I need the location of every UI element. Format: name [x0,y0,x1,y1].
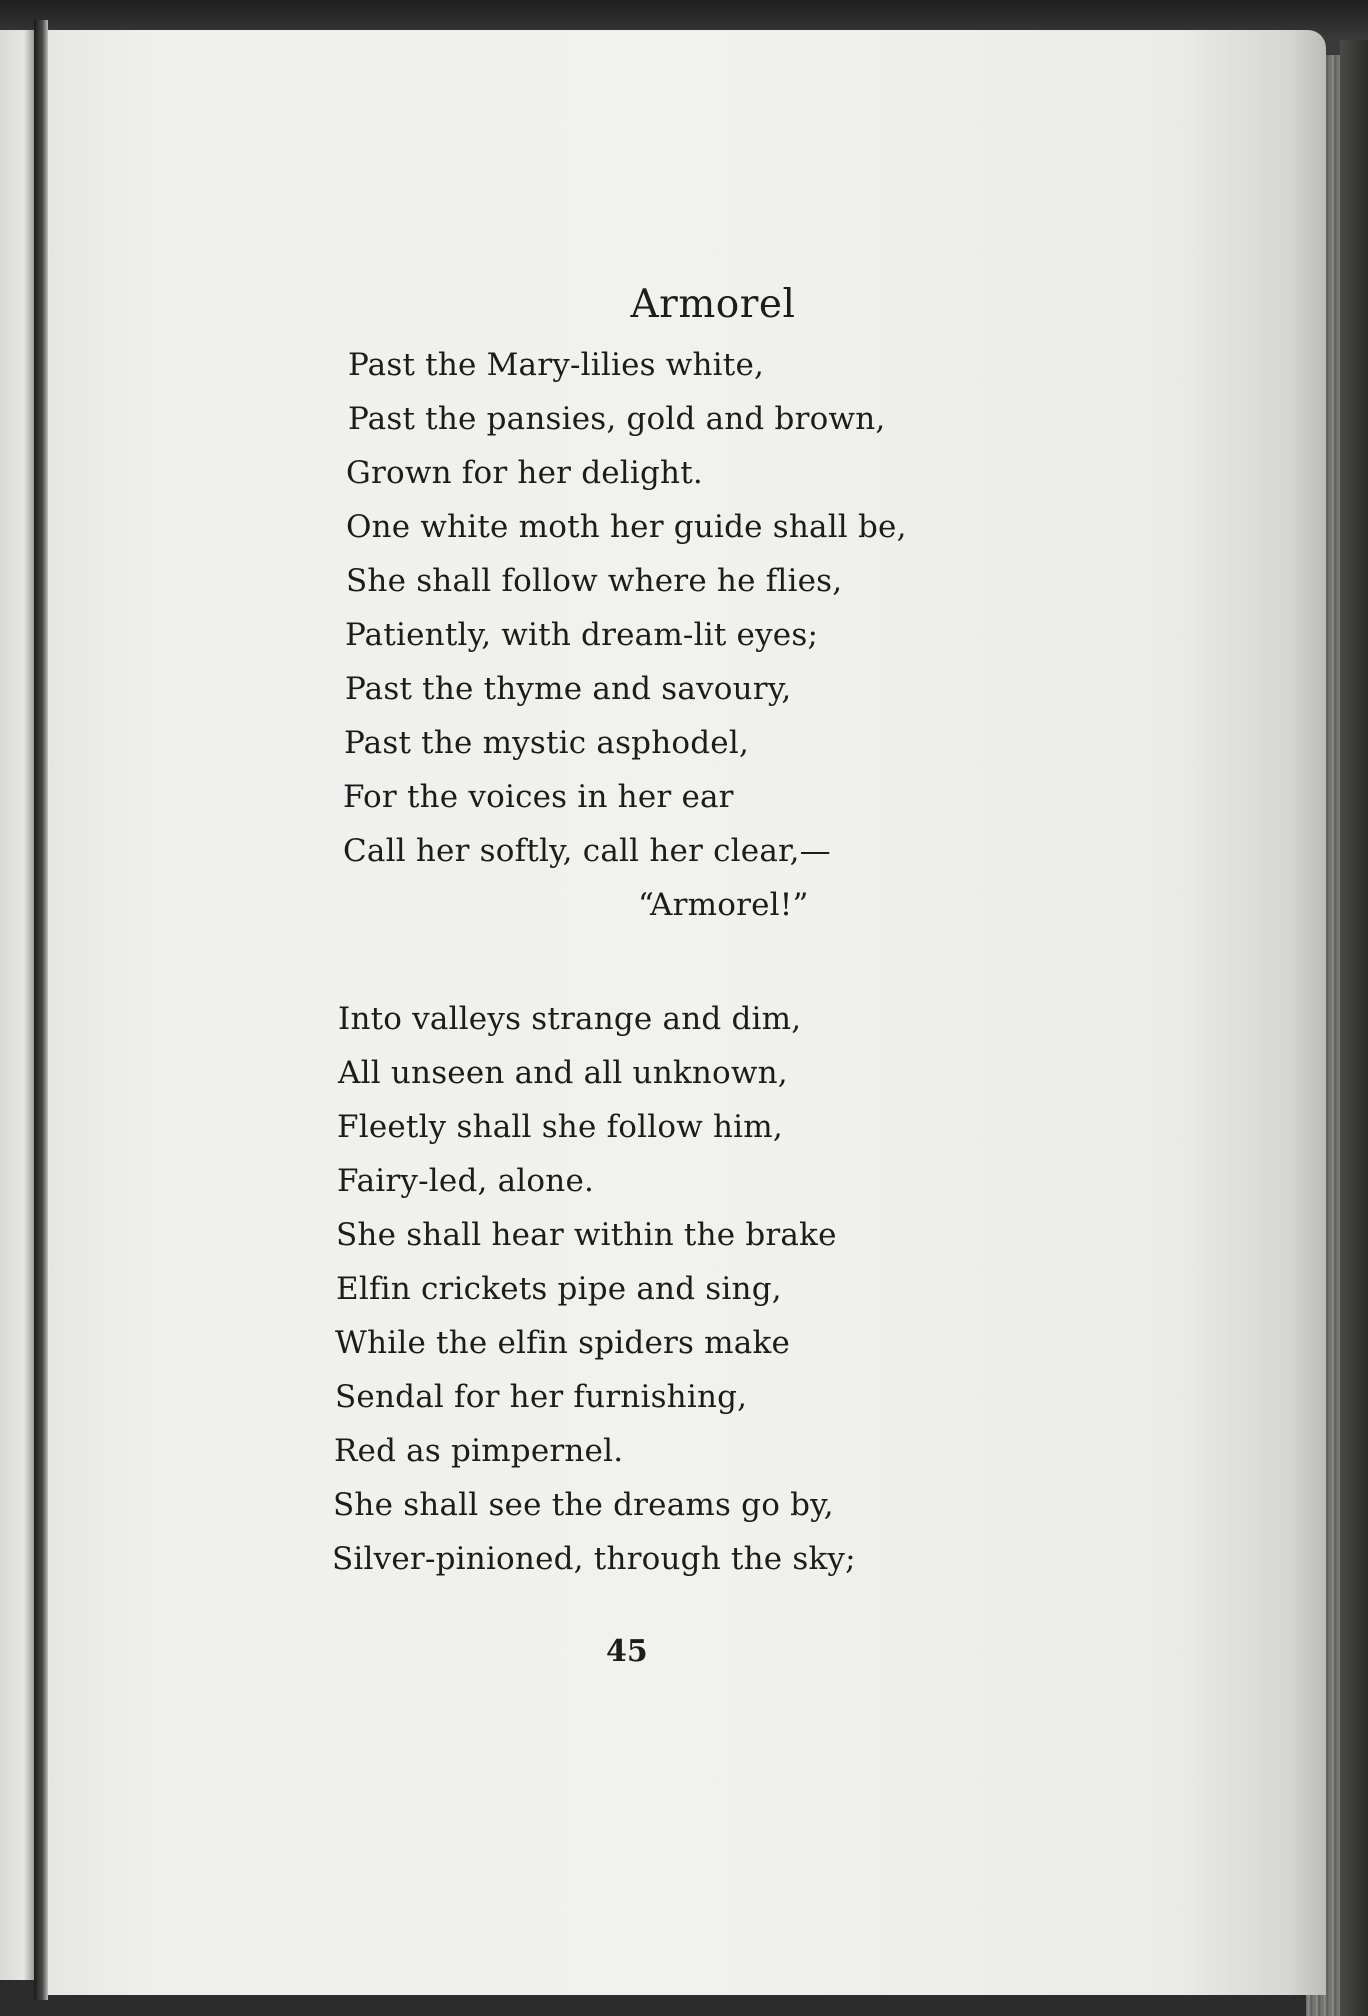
poem-line: Patiently, with dream-lit eyes; [345,617,819,653]
poem-line: She shall follow where he flies, [346,563,843,599]
poem-line: Fleetly shall she follow him, [337,1109,783,1145]
page-number: 45 [606,1634,648,1669]
poem-line: Fairy-led, alone. [337,1163,595,1199]
book-cover-edge [1340,40,1368,2016]
poem-line: Call her softly, call her clear,— [343,833,831,869]
poem-line: One white moth her guide shall be, [346,509,907,545]
poem-title: Armorel [630,282,796,327]
poem-line: Past the thyme and savoury, [345,671,792,707]
poem-line: Past the pansies, gold and brown, [348,401,886,437]
poem-line: Red as pimpernel. [334,1433,624,1469]
poem-line: She shall see the dreams go by, [333,1487,834,1523]
poem-line: All unseen and all unknown, [338,1055,788,1091]
book-gutter [34,20,48,2000]
poem-line: Silver-pinioned, through the sky; [332,1541,856,1577]
book-page [48,30,1326,1995]
poem-line: Elfin crickets pipe and sing, [336,1271,782,1307]
poem-line: Past the mystic asphodel, [344,725,750,761]
poem-line: “Armorel!” [638,887,809,923]
poem-line: She shall hear within the brake [336,1217,837,1253]
poem-line: Past the Mary-lilies white, [348,347,765,383]
poem-line: While the elfin spiders make [335,1325,790,1361]
poem-line: For the voices in her ear [343,779,734,815]
poem-line: Sendal for her furnishing, [335,1379,748,1415]
facing-page-edge [0,30,34,1980]
poem-line: Into valleys strange and dim, [338,1001,802,1037]
poem-line: Grown for her delight. [346,455,703,491]
